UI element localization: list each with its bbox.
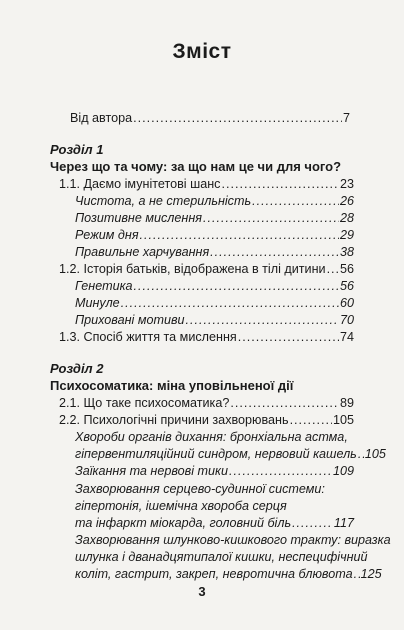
leader-dots bbox=[221, 177, 339, 192]
toc-entry-respiratory-line1: Хвороби органів дихання: бронхіальна астма, bbox=[75, 430, 348, 444]
leader-dots bbox=[238, 330, 339, 345]
leader-dots bbox=[134, 279, 339, 294]
entry-page: 105 bbox=[332, 413, 354, 427]
leader-dots bbox=[121, 296, 339, 311]
entry-label: 1.3. Спосіб життя та мислення bbox=[59, 330, 237, 344]
entry-page: 56 bbox=[339, 279, 354, 293]
entry-page: 70 bbox=[339, 313, 354, 327]
entry-label: Генетика bbox=[75, 279, 133, 293]
leader-dots bbox=[252, 194, 339, 209]
entry-label: 1.1. Даємо імунітетові шанс bbox=[59, 177, 221, 191]
toc-entry-1-2-a bbox=[75, 279, 354, 294]
leader-dots bbox=[230, 396, 339, 411]
entry-page: 23 bbox=[339, 177, 354, 191]
entry-label: 1.2. Історія батьків, відображена в тілі дитини bbox=[59, 262, 326, 276]
entry-label: 2.2. Психологічні причини захворювань bbox=[59, 413, 289, 427]
entry-page: 60 bbox=[339, 296, 354, 310]
leader-dots bbox=[186, 313, 339, 328]
entry-page: 105 bbox=[364, 447, 386, 461]
entry-label: та інфаркт міокарда, головний біль bbox=[75, 516, 292, 530]
toc-entry-gi-line3 bbox=[75, 567, 382, 582]
entry-page: 7 bbox=[342, 111, 350, 125]
toc-entry-cardio-line2: гіпертонія, ішемічна хвороба серця bbox=[75, 499, 287, 513]
toc-entry-author bbox=[70, 111, 350, 126]
toc-entry-1-1-a bbox=[75, 194, 354, 209]
toc-entry-respiratory-line2 bbox=[75, 447, 386, 462]
entry-page: 109 bbox=[332, 464, 354, 478]
leader-dots bbox=[358, 447, 364, 462]
section-2-title: Психосоматика: міна уповільненої дії bbox=[50, 378, 294, 393]
section-2-label: Розділ 2 bbox=[50, 361, 104, 376]
entry-label: Чистота, а не стерильність bbox=[75, 194, 252, 208]
entry-label: Приховані мотиви bbox=[75, 313, 185, 327]
entry-page: 38 bbox=[339, 245, 354, 259]
section-1-label: Розділ 1 bbox=[50, 142, 104, 157]
toc-entry-1-3 bbox=[59, 330, 354, 345]
section-1-title: Через що та чому: за що нам це чи для чого? bbox=[50, 159, 342, 174]
leader-dots bbox=[229, 464, 332, 479]
entry-page: 56 bbox=[339, 262, 354, 276]
toc-entry-gi-line1: Захворювання шлунково-кишкового тракту: виразка bbox=[75, 533, 391, 547]
toc-entry-1-1-d bbox=[75, 245, 354, 260]
leader-dots bbox=[133, 111, 342, 126]
toc-entry-1-2-b bbox=[75, 296, 354, 311]
toc-entry-2-1 bbox=[59, 396, 354, 411]
entry-label: 2.1. Що таке психосоматика? bbox=[59, 396, 230, 410]
leader-dots bbox=[203, 211, 339, 226]
entry-label: Правильне харчування bbox=[75, 245, 210, 259]
entry-label: Позитивне мислення bbox=[75, 211, 202, 225]
toc-entry-tics bbox=[75, 464, 354, 479]
entry-page: 74 bbox=[339, 330, 354, 344]
page-title: Зміст bbox=[172, 40, 232, 63]
toc-entry-1-1 bbox=[59, 177, 354, 192]
toc-entry-1-2 bbox=[59, 262, 354, 277]
leader-dots bbox=[140, 228, 339, 243]
entry-page: 125 bbox=[360, 567, 382, 581]
entry-label: коліт, гастрит, закреп, невротична блювота bbox=[75, 567, 353, 581]
entry-page: 26 bbox=[339, 194, 354, 208]
leader-dots bbox=[292, 516, 333, 531]
entry-label: гіпервентиляційний синдром, нервовий кашель bbox=[75, 447, 357, 461]
entry-label: Від автора bbox=[70, 111, 133, 125]
entry-page: 29 bbox=[339, 228, 354, 242]
entry-page: 28 bbox=[339, 211, 354, 225]
toc-entry-gi-line2: шлунка і дванадцятипалої кишки, неспецифічний bbox=[75, 550, 368, 564]
leader-dots bbox=[327, 262, 339, 277]
entry-page: 117 bbox=[333, 516, 354, 530]
toc-entry-1-1-b bbox=[75, 211, 354, 226]
leader-dots bbox=[354, 567, 360, 582]
toc-entry-2-2 bbox=[59, 413, 354, 428]
leader-dots bbox=[210, 245, 339, 260]
toc-entry-cardio-line1: Захворювання серцево-судинної системи: bbox=[75, 482, 325, 496]
entry-page: 89 bbox=[339, 396, 354, 410]
toc-entry-1-2-c bbox=[75, 313, 354, 328]
entry-label: Минуле bbox=[75, 296, 120, 310]
entry-label: Режим дня bbox=[75, 228, 139, 242]
toc-entry-cardio-line3 bbox=[75, 516, 354, 531]
page-number: 3 bbox=[198, 584, 206, 599]
leader-dots bbox=[290, 413, 332, 428]
toc-entry-1-1-c bbox=[75, 228, 354, 243]
entry-label: Заїкання та нервові тики bbox=[75, 464, 228, 478]
